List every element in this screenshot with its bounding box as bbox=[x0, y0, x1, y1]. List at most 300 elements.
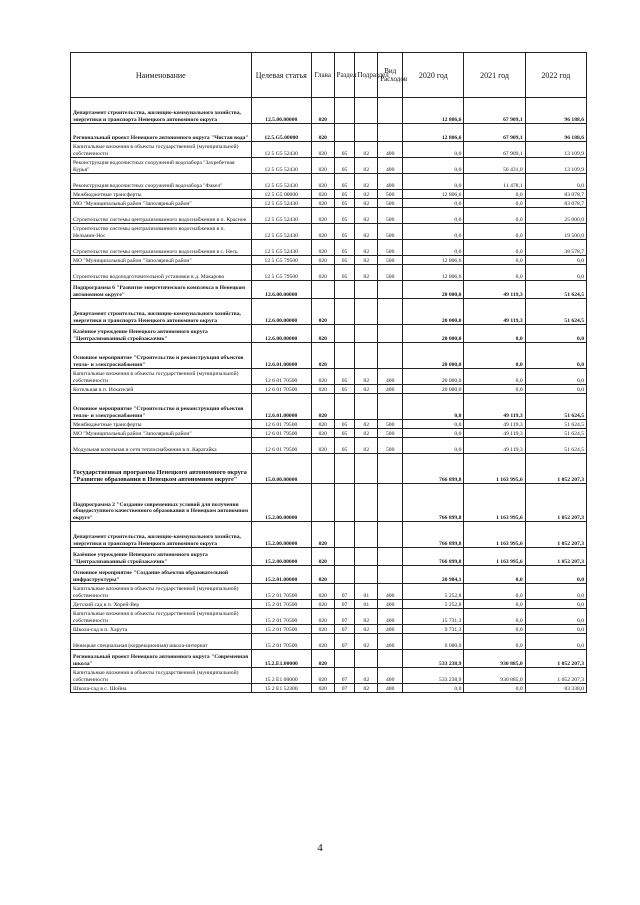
cell-2020: 12 806,6 bbox=[403, 256, 464, 265]
cell-section bbox=[334, 394, 355, 420]
cell-name: Капитальные вложения в объекты государственной (муниципальной) собственности bbox=[71, 584, 252, 600]
cell-2021: 0,0 bbox=[464, 325, 525, 343]
table-row bbox=[71, 199, 587, 208]
header-expense-type: Вид Расходов bbox=[378, 53, 403, 98]
cell-target: 15 2 01 70500 bbox=[251, 584, 311, 600]
cell-2020: 0,0 bbox=[403, 208, 464, 224]
cell-2022: 0,0 bbox=[525, 369, 586, 385]
cell-chapter: 020 bbox=[311, 256, 334, 265]
cell-name: Капитальные вложения в объекты государственной (муниципальной) собственности bbox=[71, 142, 252, 158]
cell-subsection bbox=[355, 454, 378, 484]
cell-expense-type: 400 bbox=[378, 625, 403, 634]
cell-chapter: 020 bbox=[311, 600, 334, 609]
cell-name: МО "Муниципальный район "Заполярный район" bbox=[71, 256, 252, 265]
cell-chapter: 020 bbox=[311, 343, 334, 369]
cell-expense-type: 500 bbox=[378, 190, 403, 199]
cell-name: МО "Муниципальный район "Заполярный район" bbox=[71, 199, 252, 208]
cell-chapter: 020 bbox=[311, 174, 334, 190]
cell-section: 05 bbox=[334, 199, 355, 208]
cell-2020: 0,0 bbox=[403, 240, 464, 256]
cell-target: 15 2 01 70500 bbox=[251, 634, 311, 650]
cell-subsection: 02 bbox=[355, 438, 378, 454]
cell-subsection bbox=[355, 566, 378, 584]
cell-2020: 533 238,9 bbox=[403, 650, 464, 668]
cell-expense-type: 400 bbox=[378, 174, 403, 190]
cell-name: Ненецкая специальная (коррекционная) школа-интернат bbox=[71, 634, 252, 650]
cell-section bbox=[334, 566, 355, 584]
cell-target: 12 5 G5 52430 bbox=[251, 199, 311, 208]
cell-subsection: 02 bbox=[355, 240, 378, 256]
table-row bbox=[71, 174, 587, 190]
cell-2020: 766 899,8 bbox=[403, 522, 464, 548]
cell-section: 05 bbox=[334, 369, 355, 385]
cell-chapter: 020 bbox=[311, 584, 334, 600]
cell-name: Реконструкция водоочистных сооружений водозабора "Факел" bbox=[71, 174, 252, 190]
cell-section: 05 bbox=[334, 265, 355, 281]
cell-name: Строительство водоподготовительной установки в д. Макарово bbox=[71, 265, 252, 281]
cell-chapter bbox=[311, 484, 334, 522]
cell-subsection bbox=[355, 650, 378, 668]
cell-2020: 0,0 bbox=[403, 420, 464, 429]
table-row bbox=[71, 600, 587, 609]
cell-subsection bbox=[355, 124, 378, 142]
cell-name: Модульная котельная и сети теплоснабжения в п. Каратайка bbox=[71, 438, 252, 454]
header-subsection: Подраздел bbox=[355, 53, 378, 98]
cell-expense-type: 500 bbox=[378, 265, 403, 281]
cell-chapter: 020 bbox=[311, 420, 334, 429]
cell-2021: 0,0 bbox=[464, 199, 525, 208]
cell-chapter: 020 bbox=[311, 650, 334, 668]
cell-2020: 20 000,0 bbox=[403, 385, 464, 394]
cell-2022: 0,0 bbox=[525, 343, 586, 369]
table-row bbox=[71, 281, 587, 299]
cell-expense-type: 400 bbox=[378, 668, 403, 684]
table-row bbox=[71, 369, 587, 385]
cell-2021: 0,0 bbox=[464, 240, 525, 256]
cell-expense-type: 500 bbox=[378, 240, 403, 256]
cell-2020: 5 252,8 bbox=[403, 584, 464, 600]
cell-expense-type bbox=[378, 566, 403, 584]
cell-subsection: 02 bbox=[355, 429, 378, 438]
cell-2021: 0,0 bbox=[464, 224, 525, 240]
cell-2021: 1 163 995,6 bbox=[464, 522, 525, 548]
cell-subsection: 02 bbox=[355, 668, 378, 684]
cell-subsection: 02 bbox=[355, 265, 378, 281]
cell-chapter: 020 bbox=[311, 548, 334, 566]
cell-2021: 67 909,1 bbox=[464, 124, 525, 142]
cell-target: 12 6 01 70500 bbox=[251, 369, 311, 385]
cell-expense-type: 400 bbox=[378, 684, 403, 693]
cell-section bbox=[334, 548, 355, 566]
cell-subsection: 02 bbox=[355, 190, 378, 199]
cell-section: 05 bbox=[334, 142, 355, 158]
cell-expense-type bbox=[378, 522, 403, 548]
cell-name: Основное мероприятие "Создание объектов образовательной инфраструктуры" bbox=[71, 566, 252, 584]
cell-section: 05 bbox=[334, 256, 355, 265]
table-row bbox=[71, 566, 587, 584]
cell-2020: 12 806,6 bbox=[403, 265, 464, 281]
budget-table-sheet bbox=[70, 52, 587, 693]
cell-chapter: 020 bbox=[311, 265, 334, 281]
cell-subsection: 02 bbox=[355, 199, 378, 208]
table-row bbox=[71, 385, 587, 394]
cell-2021: 0,0 bbox=[464, 385, 525, 394]
cell-expense-type bbox=[378, 98, 403, 124]
cell-2022: 0,0 bbox=[525, 174, 586, 190]
table-row bbox=[71, 299, 587, 325]
cell-target: 15 2 E1 00000 bbox=[251, 668, 311, 684]
cell-section bbox=[334, 98, 355, 124]
table-row bbox=[71, 548, 587, 566]
table-row bbox=[71, 142, 587, 158]
cell-chapter: 020 bbox=[311, 394, 334, 420]
cell-2020: 0,0 bbox=[403, 429, 464, 438]
cell-2022: 0,0 bbox=[525, 385, 586, 394]
cell-expense-type bbox=[378, 454, 403, 484]
cell-target: 12.5.00.00000 bbox=[251, 98, 311, 124]
cell-2022: 0,0 bbox=[525, 265, 586, 281]
cell-chapter bbox=[311, 281, 334, 299]
cell-subsection: 02 bbox=[355, 385, 378, 394]
cell-name: Котельная в п. Искателей bbox=[71, 385, 252, 394]
cell-2021: 1 163 995,6 bbox=[464, 548, 525, 566]
cell-section: 05 bbox=[334, 438, 355, 454]
cell-chapter: 020 bbox=[311, 369, 334, 385]
cell-2020: 12 806,6 bbox=[403, 124, 464, 142]
cell-subsection: 02 bbox=[355, 609, 378, 625]
cell-target: 12 5 G5 79500 bbox=[251, 265, 311, 281]
cell-target: 15 2 01 70500 bbox=[251, 600, 311, 609]
cell-expense-type bbox=[378, 325, 403, 343]
cell-2020: 0,0 bbox=[403, 158, 464, 174]
cell-2021: 49 119,3 bbox=[464, 394, 525, 420]
cell-target: 12 5 G5 00000 bbox=[251, 190, 311, 199]
cell-name: Региональный проект Ненецкого автономного округа "Чистая вода" bbox=[71, 124, 252, 142]
cell-2021: 0,0 bbox=[464, 625, 525, 634]
header-section: Раздел bbox=[334, 53, 355, 98]
cell-section: 05 bbox=[334, 174, 355, 190]
cell-chapter bbox=[311, 454, 334, 484]
cell-subsection: 02 bbox=[355, 208, 378, 224]
table-row bbox=[71, 256, 587, 265]
cell-2020: 0,0 bbox=[403, 394, 464, 420]
cell-section: 05 bbox=[334, 190, 355, 199]
cell-chapter: 020 bbox=[311, 240, 334, 256]
table-row bbox=[71, 158, 587, 174]
cell-name: Подпрограмма 2 "Создание современных условий для получения общедоступного качественного образования в Ненецком автономном округе" bbox=[71, 484, 252, 522]
cell-2020: 20 000,0 bbox=[403, 369, 464, 385]
cell-subsection: 02 bbox=[355, 174, 378, 190]
cell-target: 12 5 G5 52430 bbox=[251, 240, 311, 256]
cell-target: 12.6.00.00000 bbox=[251, 325, 311, 343]
cell-2022: 0,0 bbox=[525, 600, 586, 609]
cell-section: 05 bbox=[334, 208, 355, 224]
cell-2022: 1 052 207,3 bbox=[525, 650, 586, 668]
cell-target: 12 6 01 79500 bbox=[251, 420, 311, 429]
table-row bbox=[71, 625, 587, 634]
cell-2020: 766 899,8 bbox=[403, 484, 464, 522]
cell-expense-type bbox=[378, 394, 403, 420]
cell-2021: 0,0 bbox=[464, 600, 525, 609]
cell-expense-type: 400 bbox=[378, 369, 403, 385]
cell-2022: 19 500,0 bbox=[525, 224, 586, 240]
cell-2021: 49 119,3 bbox=[464, 299, 525, 325]
cell-2021: 930 885,0 bbox=[464, 668, 525, 684]
cell-2022: 51 624,5 bbox=[525, 438, 586, 454]
cell-chapter: 020 bbox=[311, 142, 334, 158]
cell-2022: 83 078,7 bbox=[525, 190, 586, 199]
cell-name: Школа-сад в с. Шойна bbox=[71, 684, 252, 693]
cell-2020: 766 899,8 bbox=[403, 454, 464, 484]
cell-2020: 0,0 bbox=[403, 684, 464, 693]
header-2021: 2021 год bbox=[464, 53, 525, 98]
cell-name: Казённое учреждение Ненецкого автономного округа "Централизованный стройзаказчик" bbox=[71, 548, 252, 566]
cell-2020: 20 000,0 bbox=[403, 281, 464, 299]
cell-2022: 1 052 207,3 bbox=[525, 454, 586, 484]
cell-expense-type: 500 bbox=[378, 208, 403, 224]
cell-2020: 0,0 bbox=[403, 142, 464, 158]
cell-target: 12.6.01.00000 bbox=[251, 343, 311, 369]
cell-expense-type: 400 bbox=[378, 142, 403, 158]
cell-expense-type bbox=[378, 281, 403, 299]
table-body bbox=[71, 98, 587, 693]
cell-expense-type bbox=[378, 124, 403, 142]
cell-target: 12 5 G5 52430 bbox=[251, 224, 311, 240]
cell-2020: 5 252,8 bbox=[403, 600, 464, 609]
table-row bbox=[71, 609, 587, 625]
cell-target: 12 5 G5 52430 bbox=[251, 158, 311, 174]
cell-2021: 11 478,1 bbox=[464, 174, 525, 190]
cell-2022: 51 624,5 bbox=[525, 420, 586, 429]
cell-target: 15 2 01 70500 bbox=[251, 609, 311, 625]
cell-chapter: 020 bbox=[311, 158, 334, 174]
table-row bbox=[71, 240, 587, 256]
cell-name: Основное мероприятие "Строительство и реконструкция объектов тепло- и электроснабжения" bbox=[71, 394, 252, 420]
cell-subsection: 02 bbox=[355, 369, 378, 385]
cell-chapter: 020 bbox=[311, 208, 334, 224]
cell-2020: 12 806,6 bbox=[403, 98, 464, 124]
cell-expense-type: 400 bbox=[378, 600, 403, 609]
cell-target: 15.2.E1.00000 bbox=[251, 650, 311, 668]
cell-name: Межбюджетные трансферты bbox=[71, 190, 252, 199]
cell-2022: 51 624,5 bbox=[525, 394, 586, 420]
cell-2020: 20 000,0 bbox=[403, 343, 464, 369]
cell-chapter: 020 bbox=[311, 199, 334, 208]
cell-2021: 67 909,1 bbox=[464, 142, 525, 158]
cell-name: Региональный проект Ненецкого автономного округа "Современная школа" bbox=[71, 650, 252, 668]
cell-2022: 13 109,9 bbox=[525, 158, 586, 174]
cell-2021: 49 119,3 bbox=[464, 438, 525, 454]
table-row bbox=[71, 668, 587, 684]
cell-subsection: 01 bbox=[355, 600, 378, 609]
cell-name: Капитальные вложения в объекты государственной (муниципальной) собственности bbox=[71, 609, 252, 625]
table-row bbox=[71, 484, 587, 522]
cell-2022: 83 338,0 bbox=[525, 684, 586, 693]
cell-2022: 96 188,6 bbox=[525, 98, 586, 124]
cell-target: 12.6.00.00000 bbox=[251, 299, 311, 325]
cell-section bbox=[334, 325, 355, 343]
cell-subsection bbox=[355, 98, 378, 124]
cell-target: 12 6 01 79500 bbox=[251, 438, 311, 454]
cell-2020: 20 984,1 bbox=[403, 566, 464, 584]
cell-2021: 0,0 bbox=[464, 369, 525, 385]
cell-name: Школа-сад в п. Харута bbox=[71, 625, 252, 634]
cell-section bbox=[334, 281, 355, 299]
cell-chapter: 020 bbox=[311, 299, 334, 325]
cell-name: Государственная программа Ненецкого автономного округа "Развитие образования в Ненецком автономном округе" bbox=[71, 454, 252, 484]
cell-2022: 1 052 207,3 bbox=[525, 522, 586, 548]
cell-2022: 13 109,9 bbox=[525, 142, 586, 158]
cell-chapter: 020 bbox=[311, 429, 334, 438]
cell-2022: 0,0 bbox=[525, 584, 586, 600]
table-row bbox=[71, 325, 587, 343]
cell-target: 15.2.00.00000 bbox=[251, 484, 311, 522]
cell-expense-type: 500 bbox=[378, 256, 403, 265]
table-row bbox=[71, 454, 587, 484]
cell-expense-type: 500 bbox=[378, 224, 403, 240]
cell-target: 12.6.00.00000 bbox=[251, 281, 311, 299]
cell-subsection: 02 bbox=[355, 625, 378, 634]
cell-2020: 0,0 bbox=[403, 174, 464, 190]
cell-section: 05 bbox=[334, 385, 355, 394]
cell-2020: 0,0 bbox=[403, 438, 464, 454]
cell-chapter: 020 bbox=[311, 522, 334, 548]
cell-2022: 83 078,7 bbox=[525, 199, 586, 208]
table-row bbox=[71, 522, 587, 548]
table-row bbox=[71, 420, 587, 429]
cell-name: Казённое учреждение Ненецкого автономного округа "Централизованный стройзаказчик" bbox=[71, 325, 252, 343]
cell-2022: 1 052 207,3 bbox=[525, 484, 586, 522]
cell-name: Капитальные вложения в объекты государственной (муниципальной) собственности bbox=[71, 668, 252, 684]
cell-subsection: 02 bbox=[355, 634, 378, 650]
cell-subsection: 01 bbox=[355, 584, 378, 600]
cell-section: 05 bbox=[334, 224, 355, 240]
cell-chapter: 020 bbox=[311, 668, 334, 684]
cell-target: 15.2.01.00000 bbox=[251, 566, 311, 584]
cell-2022: 25 000,0 bbox=[525, 208, 586, 224]
cell-target: 15.2.00.00000 bbox=[251, 548, 311, 566]
cell-2021: 1 163 995,6 bbox=[464, 484, 525, 522]
cell-expense-type bbox=[378, 650, 403, 668]
cell-2022: 0,0 bbox=[525, 625, 586, 634]
cell-2022: 38 578,7 bbox=[525, 240, 586, 256]
cell-2021: 0,0 bbox=[464, 584, 525, 600]
cell-target: 15 2 01 70500 bbox=[251, 625, 311, 634]
cell-2022: 51 624,5 bbox=[525, 299, 586, 325]
cell-2022: 1 052 207,3 bbox=[525, 548, 586, 566]
cell-expense-type: 500 bbox=[378, 420, 403, 429]
cell-section: 05 bbox=[334, 420, 355, 429]
cell-2020: 20 000,0 bbox=[403, 325, 464, 343]
cell-2022: 0,0 bbox=[525, 256, 586, 265]
cell-subsection: 02 bbox=[355, 256, 378, 265]
cell-subsection bbox=[355, 299, 378, 325]
table-row bbox=[71, 224, 587, 240]
cell-target: 12.5.G5.00000 bbox=[251, 124, 311, 142]
cell-target: 12 6 01 79500 bbox=[251, 429, 311, 438]
table-row bbox=[71, 650, 587, 668]
cell-subsection bbox=[355, 343, 378, 369]
cell-chapter: 020 bbox=[311, 98, 334, 124]
cell-name: Межбюджетные трансферты bbox=[71, 420, 252, 429]
cell-section: 07 bbox=[334, 600, 355, 609]
cell-expense-type bbox=[378, 548, 403, 566]
cell-2022: 0,0 bbox=[525, 566, 586, 584]
header-2020: 2020 год bbox=[403, 53, 464, 98]
cell-chapter: 020 bbox=[311, 438, 334, 454]
page-number: 4 bbox=[317, 842, 323, 854]
cell-2021: 0,0 bbox=[464, 566, 525, 584]
cell-2021: 0,0 bbox=[464, 208, 525, 224]
cell-2020: 9 731,3 bbox=[403, 625, 464, 634]
cell-subsection: 02 bbox=[355, 142, 378, 158]
cell-section bbox=[334, 454, 355, 484]
table-header-row bbox=[71, 53, 587, 98]
table-row bbox=[71, 429, 587, 438]
cell-2022: 51 624,5 bbox=[525, 429, 586, 438]
cell-name: Капитальные вложения в объекты государственной (муниципальной) собственности bbox=[71, 369, 252, 385]
cell-target: 15.0.00.00000 bbox=[251, 454, 311, 484]
cell-subsection bbox=[355, 548, 378, 566]
table-row bbox=[71, 438, 587, 454]
table-row bbox=[71, 634, 587, 650]
cell-target: 12.6.01.00000 bbox=[251, 394, 311, 420]
cell-name: Строительство системы централизованного водоснабжения в п. Красное bbox=[71, 208, 252, 224]
table-row bbox=[71, 208, 587, 224]
cell-target: 12 6 01 70500 bbox=[251, 385, 311, 394]
cell-2021: 0,0 bbox=[464, 343, 525, 369]
cell-2021: 49 119,3 bbox=[464, 429, 525, 438]
cell-target: 15 2 E1 52300 bbox=[251, 684, 311, 693]
cell-section bbox=[334, 650, 355, 668]
cell-subsection: 02 bbox=[355, 420, 378, 429]
cell-section: 07 bbox=[334, 684, 355, 693]
table-row bbox=[71, 124, 587, 142]
cell-name: Детский сад в п. Хорей-Вер bbox=[71, 600, 252, 609]
cell-chapter: 020 bbox=[311, 634, 334, 650]
cell-subsection: 02 bbox=[355, 158, 378, 174]
cell-section: 05 bbox=[334, 429, 355, 438]
cell-2022: 1 052 207,3 bbox=[525, 668, 586, 684]
cell-2021: 0,0 bbox=[464, 684, 525, 693]
cell-2022: 0,0 bbox=[525, 634, 586, 650]
cell-2020: 6 000,0 bbox=[403, 634, 464, 650]
cell-2020: 766 899,8 bbox=[403, 548, 464, 566]
cell-2021: 0,0 bbox=[464, 634, 525, 650]
cell-name: Строительство системы централизованного водоснабжения в с. Несь bbox=[71, 240, 252, 256]
cell-2021: 0,0 bbox=[464, 256, 525, 265]
cell-2021: 49 119,3 bbox=[464, 281, 525, 299]
cell-chapter: 020 bbox=[311, 684, 334, 693]
cell-expense-type: 500 bbox=[378, 438, 403, 454]
cell-2021: 0,0 bbox=[464, 265, 525, 281]
cell-subsection bbox=[355, 325, 378, 343]
table-row bbox=[71, 684, 587, 693]
cell-2021: 56 431,0 bbox=[464, 158, 525, 174]
cell-subsection bbox=[355, 281, 378, 299]
cell-expense-type bbox=[378, 299, 403, 325]
cell-name: Подпрограмма 6 "Развитие энергетического комплекса в Ненецком автономном округе" bbox=[71, 281, 252, 299]
cell-target: 12 5 G5 79500 bbox=[251, 256, 311, 265]
cell-name: Департамент строительства, жилищно-коммунального хозяйства, энергетики и транспорта Ненецкого автономного округа bbox=[71, 98, 252, 124]
cell-name: Строительство системы централизованного водоснабжения в п. Нельмин-Нос bbox=[71, 224, 252, 240]
table-row bbox=[71, 98, 587, 124]
table-row bbox=[71, 584, 587, 600]
header-chapter: Глава bbox=[311, 53, 334, 98]
cell-2020: 0,0 bbox=[403, 224, 464, 240]
budget-table bbox=[70, 52, 587, 693]
cell-2020: 12 806,6 bbox=[403, 190, 464, 199]
